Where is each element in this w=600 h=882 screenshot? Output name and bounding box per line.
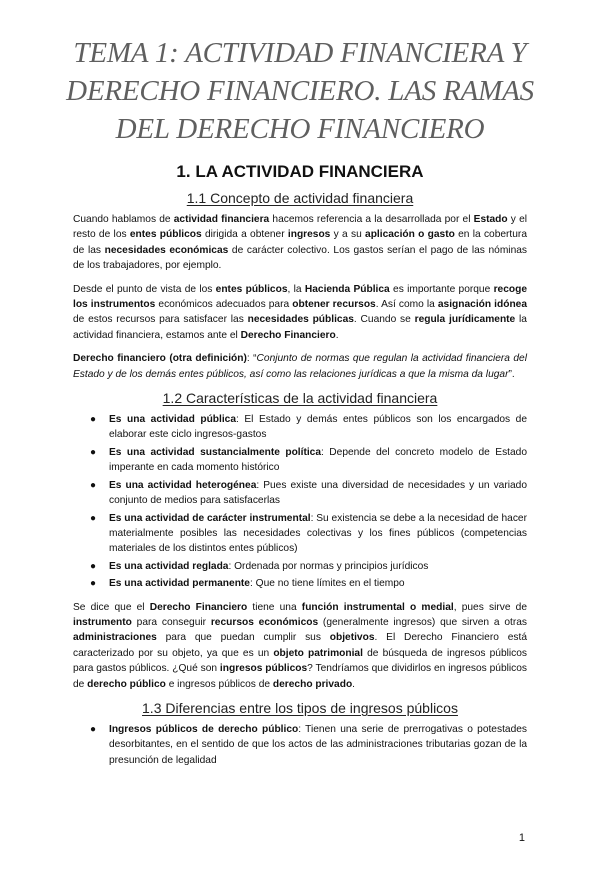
definition-paragraph	[73, 351, 527, 382]
text-run: y el resto de los	[73, 214, 528, 241]
text-run: la actividad financiera, estamos ante el	[73, 314, 527, 341]
text-run: . El Derecho Financiero está caracterizado por su objeto, ya que es un	[73, 632, 527, 659]
bullet-list	[73, 722, 527, 768]
bold-text: Derecho Financiero	[240, 329, 336, 341]
bold-text: aplicación o gasto	[365, 229, 455, 241]
bullet-list	[73, 412, 527, 591]
bold-text: instrumento	[73, 616, 132, 628]
text-run: de estos recursos para satisfacer las	[73, 314, 248, 326]
bullet-icon: ●	[90, 414, 97, 426]
bold-text: Es una actividad de carácter instrumental	[109, 512, 311, 524]
text-run: : Depende del concreto modelo de Estado imperante en cada momento histórico	[109, 446, 527, 474]
subsection-heading: 1.1 Concepto de actividad financiera	[186, 190, 414, 206]
text-run: : “	[246, 353, 257, 365]
text-run: Cuando hablamos de	[73, 214, 174, 225]
text-run: ”.	[508, 368, 515, 380]
list-item	[90, 511, 527, 557]
bold-text: Es una actividad heterogénea	[109, 479, 257, 491]
text-run: de carácter colectivo. Los gastos serían el pago de las nóminas de los trabajadores, por ejemplo.	[73, 244, 527, 272]
text-run: en la cobertura de las	[73, 229, 527, 256]
bold-text: derecho público	[87, 678, 166, 690]
text-run: : Tienen una serie de prerrogativas o potestades desorbitantes, en el sentido de que los actos de las administraciones tributarias gozan de la presunción de legalidad	[109, 723, 527, 766]
bold-text: Derecho financiero (otra definición)	[73, 353, 247, 365]
document-page	[0, 34, 600, 844]
bold-text: obtener recursos	[292, 299, 376, 311]
bullet-icon: ●	[90, 446, 97, 458]
bullet-icon: ●	[90, 560, 97, 572]
page-number: 1	[518, 832, 525, 844]
text-run: e ingresos públicos de	[165, 678, 273, 690]
text-run: Desde el punto de vista de los	[73, 283, 216, 295]
text-run: hacemos referencia a la desarrollada por el	[269, 214, 474, 225]
list-item	[90, 559, 527, 574]
list-item	[90, 445, 527, 476]
text-run: para que puedan cumplir sus	[156, 632, 330, 644]
bold-text: objeto patrimonial	[273, 647, 363, 659]
list-item	[90, 576, 527, 591]
list-item	[90, 412, 527, 443]
text-run: , pues sirve de	[453, 601, 527, 613]
bold-text: administraciones	[73, 632, 157, 644]
bold-text: Ingresos públicos de derecho público	[109, 723, 299, 735]
bold-text: ingresos	[287, 229, 331, 241]
text-run: . Así como la	[375, 299, 438, 311]
section-heading: 1. LA ACTIVIDAD FINANCIERA	[176, 162, 424, 181]
bold-text: Es una actividad sustancialmente política	[109, 446, 322, 458]
text-run: dirigida a obtener	[201, 229, 288, 241]
bold-text: asignación idónea	[437, 299, 527, 311]
paragraph	[73, 600, 527, 692]
text-run: ? Tendríamos que dividirlos en ingresos públicos de	[73, 663, 527, 690]
text-run: (generalmente ingresos) que sirven a otras	[318, 616, 527, 628]
bold-text: función instrumental o medial	[301, 601, 454, 613]
text-run: para conseguir	[131, 616, 211, 628]
bold-text: entes públicos	[215, 283, 288, 295]
text-run: de búsqueda de ingresos públicos para gastos públicos. ¿Qué son	[73, 647, 528, 675]
list-item	[90, 478, 527, 509]
bullet-icon: ●	[90, 479, 97, 491]
text-run: : El Estado y demás entes públicos son los encargados de elaborar este ciclo ingresos-gastos	[109, 414, 527, 441]
bold-text: Es una actividad reglada	[109, 560, 229, 572]
bold-text: recursos económicos	[210, 616, 319, 628]
bullet-icon: ●	[90, 578, 97, 590]
text-run: económicos adecuados para	[155, 299, 293, 311]
bold-text: ingresos públicos	[219, 663, 308, 675]
text-run: tiene una	[247, 601, 302, 613]
bold-text: Derecho Financiero	[149, 601, 248, 613]
text-run: . Cuando se	[353, 314, 415, 326]
bold-text: Hacienda Pública	[304, 283, 390, 295]
text-run: Se dice que el	[73, 601, 150, 613]
document-title: TEMA 1: ACTIVIDAD FINANCIERA Y DERECHO FINANCIERO. LAS RAMAS DEL DERECHO FINANCIERO	[66, 37, 534, 145]
bold-text: actividad financiera	[173, 214, 270, 225]
paragraph	[73, 282, 527, 344]
bold-text: objetivos	[329, 632, 375, 644]
text-run: .	[352, 678, 356, 690]
bold-text: Estado	[473, 214, 508, 225]
text-run: , la	[287, 283, 305, 295]
bold-text: derecho privado	[272, 678, 353, 690]
bold-text: necesidades económicas	[104, 244, 229, 256]
bold-text: Es una actividad pública	[109, 414, 237, 426]
bullet-icon: ●	[90, 723, 97, 735]
bold-text: necesidades públicas	[247, 314, 354, 326]
text-run: : Pues existe una diversidad de necesidades y un variado conjunto de medios para satisfacerlas	[109, 479, 527, 507]
bold-text: Es una actividad permanente	[109, 578, 250, 590]
bold-text: regula jurídicamente	[414, 314, 516, 326]
bullet-icon: ●	[90, 512, 97, 524]
italic-text: Conjunto de normas que regulan la actividad financiera del Estado y de los demás entes públicos, así como las relaciones jurídicas a que la misma da lugar	[73, 353, 527, 380]
text-run: : Que no tiene límites en el tiempo	[249, 578, 405, 590]
subsection-heading: 1.2 Características de la actividad financiera	[162, 390, 438, 407]
text-run: es importante porque	[389, 283, 494, 295]
list-item	[90, 722, 527, 768]
text-run: : Su existencia se debe a la necesidad de hacer materialmente posibles las necesidades colectivas y los fines públicos (competencias materiales de los distintos entes públicos)	[109, 512, 527, 555]
text-run: : Ordenada por normas y principios jurídicos	[228, 560, 429, 572]
subsection-heading: 1.3 Diferencias entre los tipos de ingresos públicos	[142, 699, 458, 716]
text-run: y a su	[330, 229, 366, 241]
bold-text: recoge los instrumentos	[73, 283, 527, 311]
paragraph	[73, 212, 527, 274]
bold-text: entes públicos	[129, 229, 202, 241]
text-run: .	[335, 329, 339, 341]
